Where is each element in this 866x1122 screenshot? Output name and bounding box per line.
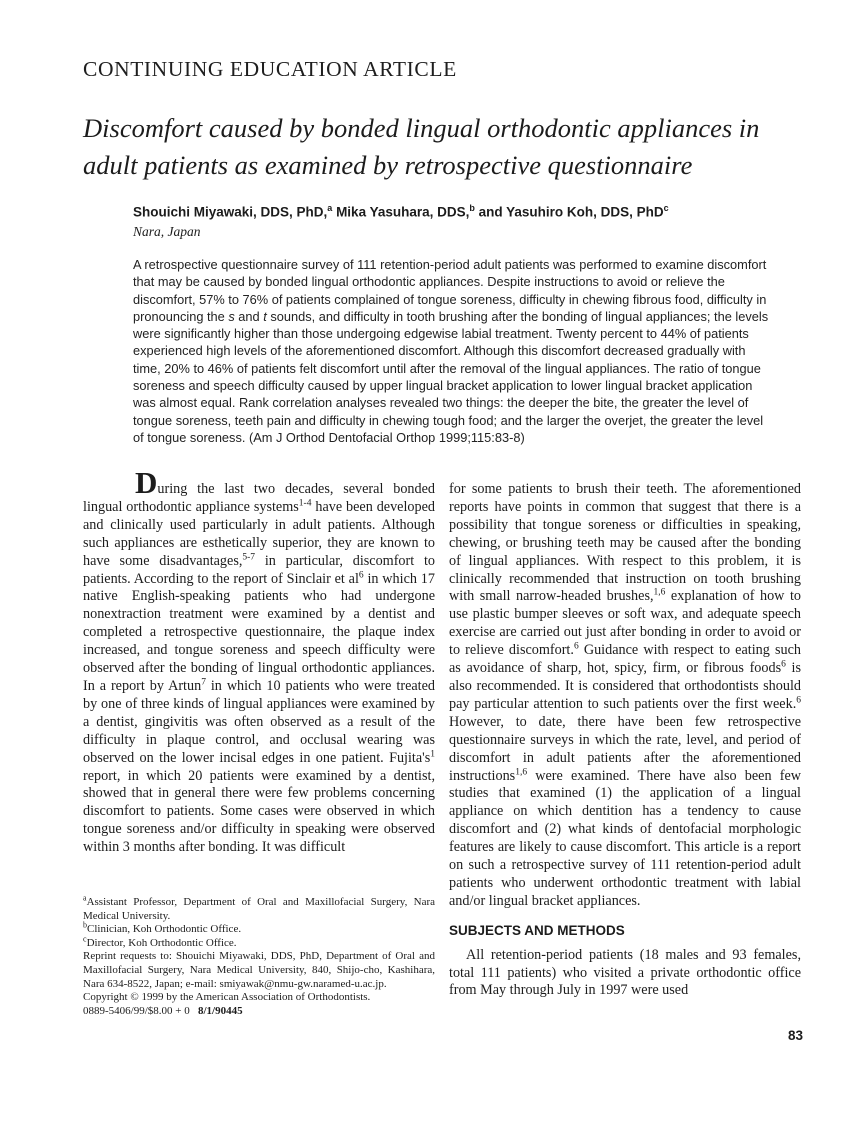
- continuation-paragraph: for some patients to brush their teeth. The aforementioned reports have points in common that suggest that there is a possibility that tongue soreness or difficulties in speaking, chewing, or brushing teeth may be caused after the bonding of lingual appliances. With respect to this problem, it is clinically recommended that instruction on tooth brushing with small narrow-headed brushes,$^{1,6}$ explanation of how to use plastic bumper sleeves or soft wax, and adequate speech exercise are carried out just after bonding in order to avoid or to relieve discomfort.$^6$ Guidance with respect to eating such as avoidance of sharp, hot, spicy, firm, or fibrous foods$^6$ is also recommended. It is considered that orthodontists should pay particular attention to such patients over the first week.$^6$ However, to date, there have been few retrospective questionnaire surveys in which the rate, level, and period of discomfort in adult patients after the aforementioned instructions$^{1,6}$ were examined. There have also been few studies that examined (1) the application of a lingual appliance on which dentition has a tendency to cause discomfort and (2) what kinds of dentofacial morphologic features are likely to cause discomfort. This article is a report on such a retrospective survey of 111 retention-period adult patients who underwent orthodontic treatment with labial and/or lingual bracket appliances.: [449, 481, 801, 909]
- author-location: Nara, Japan: [133, 224, 201, 239]
- footnote-affiliation-a: $^a$Assistant Professor, Department of Oral and Maxillofacial Surgery, Nara Medical University.: [83, 893, 435, 922]
- body-column-left: [83, 465, 435, 857]
- footnote-copyright: Copyright © 1999 by the American Association of Orthodontists.: [83, 991, 371, 1004]
- footnote-affiliation-c: $^c$Director, Koh Orthodontic Office.: [83, 934, 237, 949]
- section-heading-subjects-methods: SUBJECTS AND METHODS: [449, 922, 625, 938]
- abstract-paragraph: A retrospective questionnaire survey of 111 retention-period adult patients was performed to examine discomfort that may be caused by bonded lingual orthodontic appliances. Despite instructions to avoid or relieve the discomfort, 57% to 76% of patients complained of tongue soreness, difficulty in chewing fibrous food, difficulty in pronouncing the s and t sounds, and difficulty in tooth brushing after the bonding of lingual appliances; the levels were significantly higher than those undergoing edgewise labial treatment. Twenty percent to 44% of patients experienced high levels of the aforementioned discomfort. Although this discomfort decreased gradually with time, 20% to 46% of patients felt discomfort until after the removal of the lingual appliances. The ratio of tongue soreness and speech difficulty caused by upper lingual bracket application to lower lingual bracket application was almost equal. Rank correlation analyses revealed two things: the deeper the bite, the greater the level of tongue soreness, teeth pain and difficulty in chewing tough food; and the larger the overjet, the greater the level of tongue soreness. (Am J Orthod Dentofacial Orthop 1999;115:83-8): [133, 257, 769, 445]
- article-title-line-1: Discomfort caused by bonded lingual orthodontic appliances in: [83, 113, 760, 143]
- article-title-line-2: adult patients as examined by retrospective questionnaire: [83, 150, 693, 180]
- article-title: [83, 110, 759, 184]
- body-column-right: [449, 481, 801, 1000]
- article-kicker: CONTINUING EDUCATION ARTICLE: [83, 57, 457, 81]
- methods-paragraph: All retention-period patients (18 males and 93 females, total 111 patients) who visited a private orthodontic office from May through July in 1997 were used: [449, 946, 801, 999]
- author-byline: Shouichi Miyawaki, DDS, PhD,$^a$ Mika Yasuhara, DDS,$^b$ and Yasuhiro Koh, DDS, PhD$^c$: [133, 203, 669, 220]
- page-number: 83: [787, 1028, 803, 1043]
- footnote-affiliation-b: $^b$Clinician, Koh Orthodontic Office.: [83, 920, 242, 936]
- footnote-issn-code: 0889-5406/99/$8.00 + 0 8/1/90445: [83, 1004, 243, 1017]
- intro-paragraph: During the last two decades, several bonded lingual orthodontic appliance systems$^{1-4}$ have been developed and clinically used particularly in adult patients. Although such appliances are esthetically superior, they are known to have some disadvantages,$^{5-7}$ in particular, discomfort to patients. According to the report of Sinclair et $al^6$ in which 17 native English-speaking patients who had undergone nonextraction treatment were examined by a dentist and completed a retrospective questionnaire, the plaque index increased, and tongue soreness and speech difficulty were observed after the bonding of lingual orthodontic appliances. In a report by Artun$^7$ in which 10 patients who were treated by one of three kinds of lingual appliances were examined by a dentist, gingivitis was often observed as a result of the difficulty in plaque control, and occlusal wearing was observed on the lower incisal edges in one patient. $Fujita's^1$ report, in which 20 patients were examined by a dentist, showed that in general there were few problems concerning discomfort to patients. Some cases were observed in which tongue soreness and/or difficulty in speaking were observed within 3 months after bonding. It was difficult: [83, 465, 435, 856]
- footnote-reprint-requests: Reprint requests to: Shouichi Miyawaki, DDS, PhD, Department of Oral and Maxillofacial Surgery, Nara Medical University, 840, Shijo-cho, Kashihara, Nara 634-8522, Japan; e-mail: smiyawak@nmu-gw.naramed-u.ac.jp.: [83, 950, 435, 990]
- footnote-block: [83, 893, 435, 1018]
